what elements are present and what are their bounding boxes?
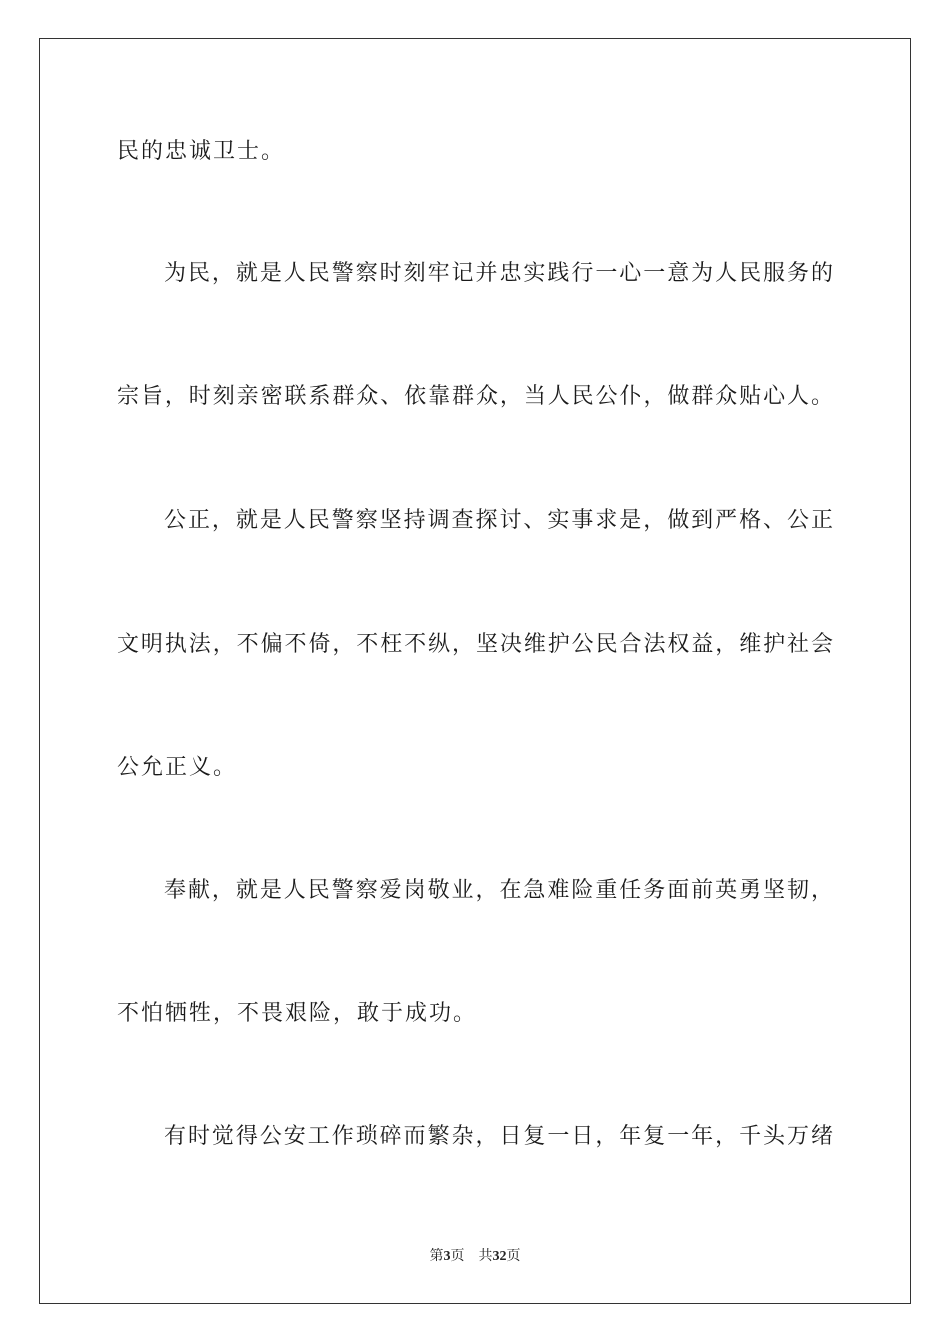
total-suffix: 页 xyxy=(506,1249,521,1264)
text-line-6: 公允正义。 xyxy=(117,755,238,780)
text-line-9: 有时觉得公安工作琐碎而繁杂，日复一日，年复一年，千头万绪 xyxy=(164,1124,833,1149)
total-prefix: 共 xyxy=(478,1249,493,1264)
page-frame xyxy=(39,38,911,1304)
page-prefix: 第 xyxy=(429,1249,444,1264)
page-footer xyxy=(0,1248,950,1266)
text-line-4: 公正，就是人民警察坚持调查探讨、实事求是，做到严格、公正 xyxy=(164,508,833,533)
total-pages: 32 xyxy=(492,1249,507,1264)
text-line-2: 为民，就是人民警察时刻牢记并忠实践行一心一意为人民服务的 xyxy=(164,261,833,286)
page-number: 3 xyxy=(443,1249,451,1264)
text-line-1: 民的忠诚卫士。 xyxy=(117,139,286,164)
page-suffix: 页 xyxy=(450,1249,465,1264)
text-line-5: 文明执法，不偏不倚，不枉不纵，坚决维护公民合法权益，维护社会 xyxy=(117,632,833,657)
text-line-7: 奉献，就是人民警察爱岗敬业，在急难险重任务面前英勇坚韧， xyxy=(164,878,833,903)
text-line-8: 不怕牺牲，不畏艰险，敢于成功。 xyxy=(117,1001,478,1026)
text-line-3: 宗旨，时刻亲密联系群众、依靠群众，当人民公仆，做群众贴心人。 xyxy=(117,384,833,409)
